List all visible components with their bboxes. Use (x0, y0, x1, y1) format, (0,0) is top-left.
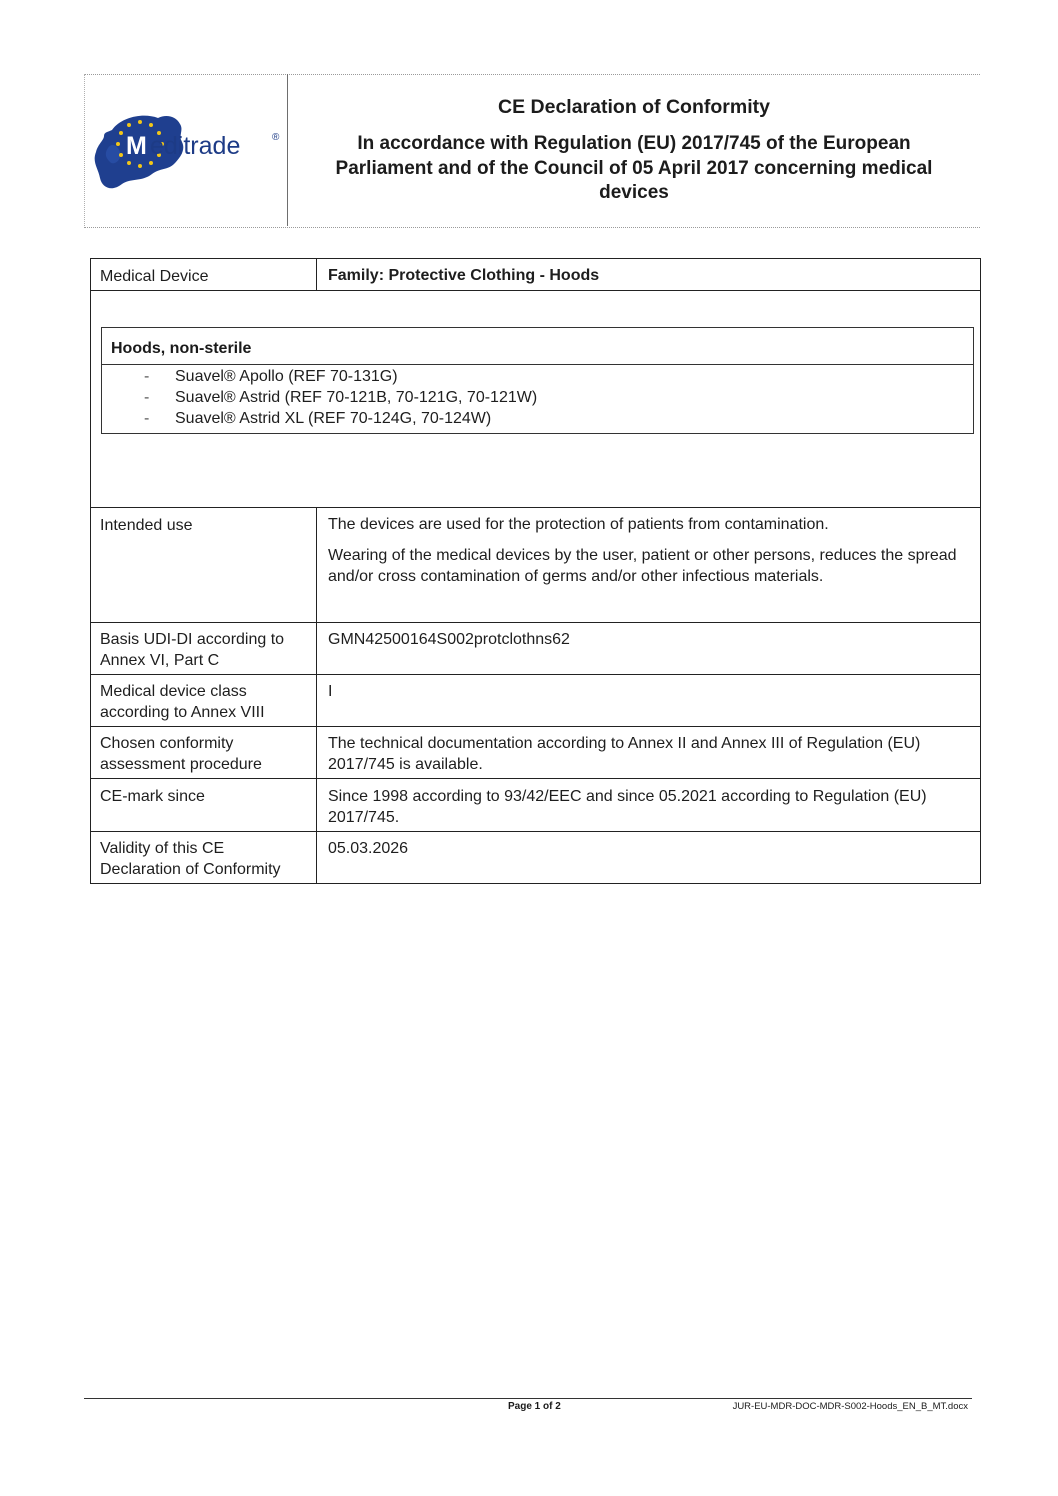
ce-mark-label: CE-mark since (100, 788, 205, 805)
procedure-label: Chosen conformity assessment procedure (100, 735, 262, 773)
page-number: Page 1 of 2 (508, 1401, 561, 1412)
list-item: - Suavel® Apollo (REF 70-131G) (144, 368, 398, 385)
logo-graphic (90, 108, 286, 194)
validity-value: 05.03.2026 (328, 840, 409, 857)
family-title: Hoods, non-sterile (111, 340, 252, 357)
medical-device-value: Family: Protective Clothing - Hoods (328, 267, 600, 284)
document-subtitle: In accordance with Regulation (EU) 2017/745 of the European Parliament and of the Council of 05 April 2017 concerning medical devices (335, 133, 933, 203)
intended-use-detail: Wearing of the medical devices by the user, patient or other persons, reduces the spread and/or cross contamination of germs and/or other infectious materials. (328, 547, 957, 585)
document-title: CE Declaration of Conformity (498, 96, 770, 118)
intended-use-text: The devices are used for the protection of patients from contamination. (328, 516, 829, 533)
device-class-value: I (328, 683, 333, 700)
logo-text: editrade (150, 132, 241, 160)
header-left-border (84, 74, 85, 226)
footer-rule (84, 1398, 972, 1399)
ce-mark-value: Since 1998 according to 93/42/EEC and since 05.2021 according to Regulation (EU) 2017/745. (328, 788, 927, 826)
device-class-label: Medical device class according to Annex VIII (100, 683, 265, 721)
procedure-value: The technical documentation according to Annex II and Annex III of Regulation (EU) 2017/745 is available. (328, 735, 921, 773)
intended-use-label: Intended use (100, 517, 193, 534)
medical-device-label: Medical Device (100, 268, 209, 285)
list-item: - Suavel® Astrid XL (REF 70-124G, 70-124W) (144, 410, 492, 427)
logo-registered-mark: ® (272, 132, 280, 143)
list-item: - Suavel® Astrid (REF 70-121B, 70-121G, 70-121W) (144, 389, 538, 406)
udi-label: Basis UDI-DI according to Annex VI, Part C (100, 631, 285, 669)
header-divider (287, 74, 288, 226)
validity-label: Validity of this CE Declaration of Conformity (100, 840, 281, 878)
document-filename: JUR-EU-MDR-DOC-MDR-S002-Hoods_EN_B_MT.docx (732, 1401, 968, 1412)
udi-value: GMN42500164S002protclothns62 (328, 631, 570, 648)
meditrade-logo (90, 108, 286, 194)
logo-m-letter: M (126, 132, 147, 160)
